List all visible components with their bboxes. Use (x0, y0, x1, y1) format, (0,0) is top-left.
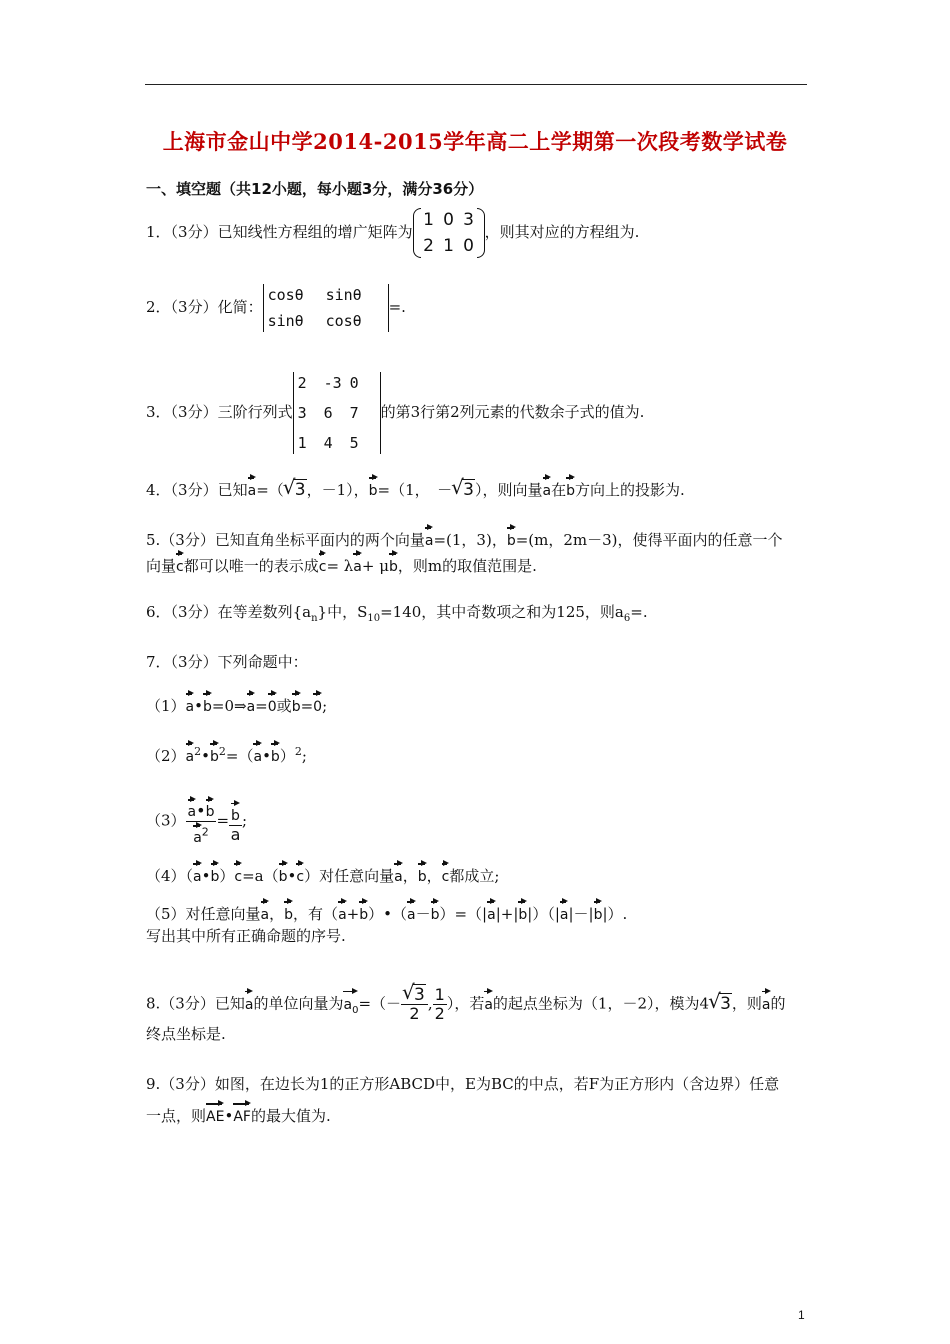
subscript: 10 (367, 613, 381, 624)
dot: • (194, 697, 203, 715)
matrix-cell: 2 (423, 236, 434, 256)
vector-a: a (353, 550, 362, 577)
matrix-cell: 1 (423, 210, 434, 230)
det-cell: cosθ (267, 286, 304, 304)
q7-text: ，有（ (293, 905, 339, 923)
vector-a: a (193, 822, 202, 847)
question-9-line-2 (146, 1100, 331, 1127)
vector-a: a (407, 898, 416, 925)
vector-b: b (211, 860, 220, 887)
q7-text: |+| (495, 905, 519, 923)
det-cell: 3 (297, 404, 307, 422)
item-label: （3） (146, 811, 186, 830)
header-rule (145, 84, 807, 85)
item-label: （1） (146, 697, 186, 715)
vector-a: a (186, 690, 195, 717)
question-7: 7．（3分）下列命题中： (146, 653, 308, 671)
determinant-3x3 (293, 372, 381, 454)
vector-a: a (186, 740, 195, 767)
paren: =（ (225, 747, 254, 765)
q4-text: ，－1）， (306, 481, 369, 499)
dot: • (224, 1107, 234, 1125)
question-8-line-2: 终点坐标是. (146, 1025, 226, 1043)
subscript: 0 (352, 1004, 359, 1016)
q4-text: 方向上的投影为. (575, 481, 685, 499)
dot: • (262, 747, 271, 765)
q5-text: = λ (326, 557, 354, 575)
vector-b: b (279, 860, 288, 887)
question-3 (146, 372, 644, 454)
vector-a: a (543, 474, 552, 501)
q4-text: 在 (551, 481, 567, 499)
vector-a: a (338, 898, 347, 925)
subscript: n (311, 613, 318, 624)
q1-text: 1．（3分）已知线性方程组的增广矩阵为 (146, 223, 413, 241)
det-cell: 7 (349, 404, 359, 422)
vector-b: b (369, 474, 378, 501)
semicolon: ; (241, 811, 247, 830)
q5-text: + μ (361, 557, 389, 575)
vector-a: a (248, 474, 257, 501)
sqrt-3 (284, 480, 307, 500)
vector-b: b (518, 898, 527, 925)
q4-text: 4．（3分）已知 (146, 481, 248, 499)
denominator-a: a (230, 824, 241, 844)
vector-a: a (484, 988, 493, 1015)
superscript: 2 (194, 745, 202, 758)
comma: , (427, 994, 433, 1013)
comma: ， (402, 867, 418, 885)
zero-vector: 0 (313, 690, 322, 717)
vector-af: AF (233, 1100, 251, 1127)
vector-a: a (487, 898, 496, 925)
vector-b: b (431, 898, 440, 925)
q5-text: 5.（3分）已知直角坐标平面内的两个向量 (146, 531, 425, 549)
minus: － (415, 905, 431, 923)
vector-a: a (261, 898, 270, 925)
fraction-sqrt3-over-2 (401, 986, 428, 1023)
denominator: 2 (409, 1004, 420, 1023)
vector-c: c (176, 550, 184, 577)
q7-item-1 (146, 690, 327, 717)
vector-c: c (296, 860, 304, 887)
radicand: 3 (294, 480, 306, 500)
comma: ， (269, 905, 285, 923)
vector-a: a (245, 988, 254, 1015)
q8-text: 的 (770, 994, 786, 1013)
fraction-b-over-a (229, 800, 242, 844)
matrix-cell: 3 (463, 210, 474, 230)
q7-text: ）对任意向量 (304, 867, 395, 885)
question-2 (146, 284, 406, 332)
q7-text: |）（| (527, 905, 560, 923)
dot: • (201, 867, 211, 885)
det-cell: sinθ (325, 286, 362, 304)
sqrt-3 (452, 480, 475, 500)
equals: = (300, 697, 314, 715)
vector-b: b (359, 898, 368, 925)
vector-a: a (425, 524, 434, 551)
q7-item-3 (146, 796, 247, 847)
q5-text: ，则m的取值范围是. (397, 557, 537, 575)
superscript: 2 (218, 745, 226, 758)
augmented-matrix (413, 208, 485, 258)
plus: + (346, 905, 360, 923)
dot: • (287, 867, 297, 885)
vector-b: b (284, 898, 293, 925)
q7-item-5 (146, 898, 627, 925)
vector-b: b (210, 740, 219, 767)
det-cell: cosθ (325, 312, 362, 330)
q4-text: ），则向量 (474, 481, 543, 499)
superscript: 2 (294, 745, 302, 758)
det-cell: -3 (323, 374, 342, 392)
numerator: 1 (434, 985, 445, 1004)
vector-c: c (442, 860, 450, 887)
item-label: （5）对任意向量 (146, 905, 261, 923)
item-label: （2） (146, 747, 186, 765)
question-6 (146, 602, 648, 629)
vector-a: a (560, 898, 569, 925)
implies: =0⇒ (211, 697, 247, 715)
sqrt-3 (709, 994, 732, 1014)
q7-item-4 (146, 860, 499, 887)
vector-b: b (389, 550, 398, 577)
det-cell: 4 (323, 434, 333, 452)
paren: ） (279, 747, 295, 765)
denominator: 2 (434, 1004, 445, 1023)
vector-ae: AE (206, 1100, 224, 1127)
det-cell: 6 (323, 404, 333, 422)
vector-c: c (234, 860, 242, 887)
matrix-cell: 0 (463, 236, 474, 256)
q6-text: =140，其中奇数项之和为125，则a (380, 603, 624, 621)
q6-text: }中，S (317, 603, 368, 621)
q7-tail: 写出其中所有正确命题的序号. (146, 927, 346, 945)
vector-a: a (188, 796, 197, 821)
dot: • (201, 747, 210, 765)
question-5-line-2 (146, 550, 537, 577)
vector-b: b (206, 796, 215, 821)
q5-text: 都可以唯一的表示成 (183, 557, 319, 575)
q6-text: 6．（3分）在等差数列{a (146, 603, 312, 621)
determinant-2x2 (263, 284, 389, 332)
q8-text: =（－ (358, 994, 402, 1013)
q8-text: 的起点坐标为（1，－2），模为4 (492, 994, 710, 1013)
vector-a0 (343, 988, 358, 1021)
question-5-line-1 (146, 524, 783, 551)
q8-text: ），若 (446, 994, 485, 1013)
q7-text: |－| (568, 905, 594, 923)
question-8-line-1 (146, 986, 786, 1023)
q8-text: ，则 (731, 994, 762, 1013)
paren: ） (219, 867, 235, 885)
vector-b: b (203, 690, 212, 717)
section-heading: 一、填空题（共12小题，每小题3分，满分36分） (146, 180, 484, 198)
subscript: 6 (623, 613, 631, 624)
q7-text: ）•（ (368, 905, 407, 923)
a0-base: a (343, 996, 353, 1013)
radicand: 3 (720, 993, 731, 1014)
q7-item-2 (146, 740, 307, 767)
det-cell: sinθ (267, 312, 304, 330)
q1-tail: ，则其对应的方程组为. (484, 223, 640, 241)
q4-text: =（ (256, 481, 284, 499)
q7-text: ）=（| (439, 905, 488, 923)
vector-b: b (594, 898, 603, 925)
q7-text: |）. (602, 905, 628, 923)
vector-b: b (271, 740, 280, 767)
radicand: 3 (414, 985, 425, 1005)
vector-a: a (762, 988, 771, 1015)
q6-text: =. (630, 603, 648, 621)
q8-text: 的单位向量为 (253, 994, 344, 1013)
item-label: （4）（ (146, 867, 194, 885)
superscript: 2 (201, 825, 209, 839)
q9-text: 一点，则 (146, 1107, 207, 1125)
or-text: 或 (276, 697, 292, 715)
det-cell: 1 (297, 434, 307, 452)
radicand: 3 (463, 480, 474, 500)
vector-b: b (566, 474, 575, 501)
semicolon: ; (301, 747, 307, 765)
q5-text: 向量 (146, 557, 177, 575)
vector-a: a (247, 690, 256, 717)
q5-text: =(m，2m－3)，使得平面内的任意一个 (515, 531, 783, 549)
matrix-cell: 1 (443, 236, 454, 256)
q2-tail: =. (388, 298, 406, 316)
q8-text: 8.（3分）已知 (146, 994, 245, 1013)
question-9-line-1: 9.（3分）如图，在边长为1的正方形ABCD中，E为BC的中点，若F为正方形内（含边界）任意 (146, 1075, 780, 1093)
det-cell: 0 (349, 374, 359, 392)
det-cell: 5 (349, 434, 359, 452)
q7-text: 都成立; (449, 867, 500, 885)
vector-a: a (193, 860, 202, 887)
q4-text: =（1， － (377, 481, 453, 499)
fraction-ab-over-a2 (186, 796, 217, 847)
vector-b: b (292, 690, 301, 717)
q7-text: =a（ (242, 867, 279, 885)
q3-text: 3．（3分）三阶行列式 (146, 403, 293, 421)
comma: ， (426, 867, 442, 885)
question-4 (146, 474, 685, 501)
vector-b: b (231, 800, 240, 825)
zero-vector: 0 (268, 690, 277, 717)
page-number: 1 (798, 1308, 805, 1322)
semicolon: ; (322, 697, 328, 715)
q2-text: 2．（3分）化简： (146, 298, 263, 316)
equals: = (216, 811, 230, 830)
vector-a: a (394, 860, 403, 887)
det-cell: 2 (297, 374, 307, 392)
q9-text: 的最大值为. (250, 1107, 331, 1125)
q5-text: =(1，3)， (433, 531, 507, 549)
vector-c: c (319, 550, 327, 577)
matrix-cell: 0 (443, 210, 454, 230)
vector-b: b (507, 524, 516, 551)
question-1 (146, 208, 639, 258)
exam-title: 上海市金山中学2014-2015学年高二上学期第一次段考数学试卷 (162, 129, 788, 154)
vector-a: a (253, 740, 262, 767)
vector-b: b (418, 860, 427, 887)
dot: • (196, 801, 206, 820)
q3-tail: 的第3行第2列元素的代数余子式的值为. (380, 403, 645, 421)
equals: = (255, 697, 268, 715)
fraction-1-over-2 (433, 986, 447, 1023)
